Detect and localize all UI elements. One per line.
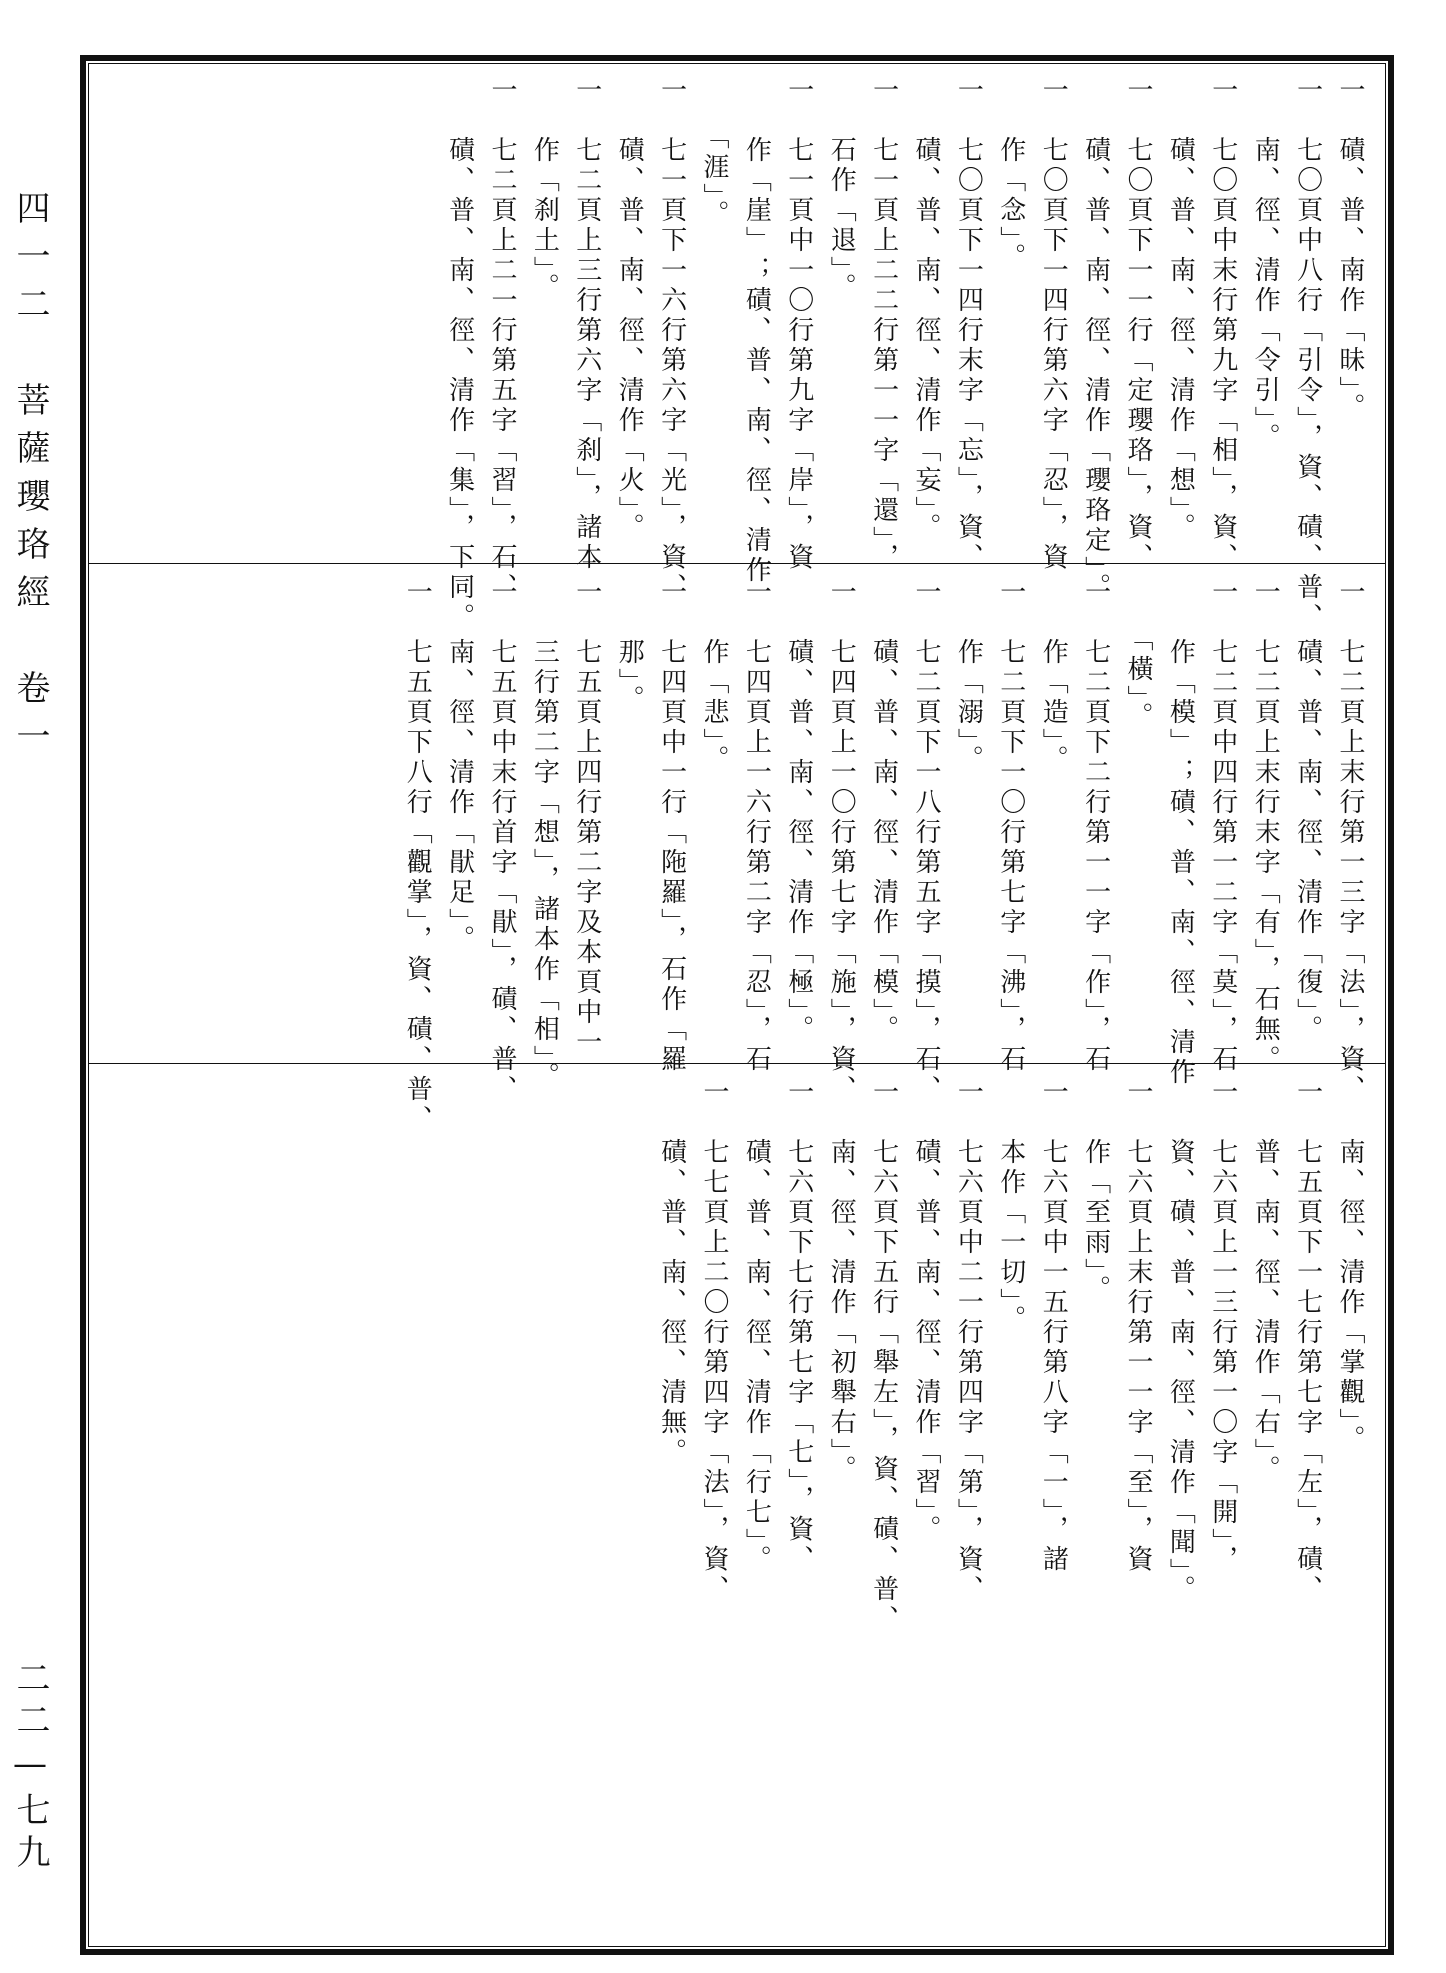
text-column: 一 七五頁下八行「觀掌」，資、磧、普、 xyxy=(402,578,433,1135)
text-column: 「涯」。 xyxy=(699,76,729,230)
text-column: 作「至雨」。 xyxy=(1080,1078,1111,1305)
text-column: 作「溺」。 xyxy=(953,578,984,775)
text-column: 一 七一頁中一〇行第九字「岸」，資 xyxy=(783,76,814,573)
text-column: 作「模」；磧、普、南、徑、清作 xyxy=(1165,578,1196,1088)
text-column: 磧、普、南、徑、清作「行七」。 xyxy=(741,1078,772,1575)
text-column: 本作「一切」。 xyxy=(995,1078,1026,1335)
text-column: 一 七五頁上四行第二字及本頁中一 xyxy=(571,578,602,1058)
text-column: 作「刹土」。 xyxy=(529,76,560,303)
text-column: 磧、普、南、徑、清無。 xyxy=(656,1078,687,1468)
text-column: 一 七二頁下一〇行第七字「沸」，石 xyxy=(995,578,1026,1075)
text-column: 石作「退」。 xyxy=(826,76,857,303)
text-column: 磧、普、南、徑、清作「瓔珞定」。 xyxy=(1080,76,1111,603)
margin-page-number: 二二—七九 xyxy=(10,1660,50,1876)
text-column: 一 七六頁下七行第七字「七」，資、 xyxy=(783,1078,814,1575)
text-column: 一 七〇頁下一一行「定瓔珞」，資、 xyxy=(1123,76,1153,573)
text-column: 磧、普、南、徑、清作「模」。 xyxy=(868,578,899,1045)
text-column: 普、南、徑、清作「右」。 xyxy=(1250,1078,1281,1485)
text-column: 作「崖」；磧、普、南、徑、清作 xyxy=(741,76,772,586)
section-divider-1 xyxy=(88,563,1386,564)
text-column: 一 七二頁上末行第一三字「法」，資、 xyxy=(1335,578,1365,1105)
text-column: 一 七一頁下一六行第六字「光」，資、 xyxy=(656,76,687,603)
text-column: 一 七二頁上三行第六字「刹」，諸本 xyxy=(571,76,602,573)
text-column: 一 七〇頁下一四行末字「忘」，資、 xyxy=(953,76,984,573)
text-column: 一 七〇頁下一四行第六字「忍」，資 xyxy=(1038,76,1069,573)
text-column: 一 七二頁上二一行第五字「習」，石、 xyxy=(487,76,517,603)
text-column: 一 七〇頁中末行第九字「相」，資、 xyxy=(1207,76,1238,573)
text-column: 一 七五頁中末行首字「猒」，磧、普、 xyxy=(487,578,517,1105)
text-column: 磧、普、南、徑、清作「想」。 xyxy=(1165,76,1196,543)
text-column: 磧、普、南、徑、清作「極」。 xyxy=(783,578,814,1045)
text-column: 一 七六頁上一三行第一〇字「開」， xyxy=(1207,1078,1238,1575)
text-column: 那」。 xyxy=(614,578,645,715)
text-column: 三行第二字「想」，諸本作「相」。 xyxy=(529,578,560,1092)
text-column: 「橫」。 xyxy=(1123,578,1153,732)
text-column: 一 磧、普、南作「昧」。 xyxy=(1335,76,1365,423)
text-column: 一 七七頁上二〇行第四字「法」，資、 xyxy=(699,1078,729,1605)
text-column: 作「悲」。 xyxy=(699,578,729,775)
text-column: 南、徑、清作「初舉右」。 xyxy=(826,1078,857,1485)
text-column: 資、磧、普、南、徑、清作「聞」。 xyxy=(1165,1078,1196,1605)
text-column: 磧、普、南、徑、清作「復」。 xyxy=(1292,578,1323,1045)
text-column: 作「造」。 xyxy=(1038,578,1069,775)
text-column: 南、徑、清作「令引」。 xyxy=(1250,76,1281,453)
text-column: 一 七二頁上末行末字「有」，石無。 xyxy=(1250,578,1281,1075)
text-column: 一 七四頁中一行「陁羅」，石作「羅 xyxy=(656,578,687,1075)
text-column: 一 七四頁上一〇行第七字「施」，資、 xyxy=(826,578,857,1105)
text-column: 一 七一頁上二二行第一一字「還」， xyxy=(868,76,899,573)
text-column: 一 七二頁中四行第一二字「莫」，石 xyxy=(1207,578,1238,1075)
text-column: 一 七六頁中二一行第四字「第」，資、 xyxy=(953,1078,984,1605)
text-column: 一 七〇頁中八行「引令」，資、磧、普、 xyxy=(1292,76,1323,633)
text-column: 一 七二頁下一八行第五字「摸」，石、 xyxy=(911,578,941,1105)
text-column: 磧、普、南、徑、清作「火」。 xyxy=(614,76,645,543)
text-column: 作「念」。 xyxy=(995,76,1026,273)
text-column: 磧、普、南、徑、清作「習」。 xyxy=(911,1078,941,1545)
text-column: 一 七五頁下一七行第七字「左」，磧、 xyxy=(1292,1078,1323,1605)
text-column: 一 七四頁上一六行第二字「忍」，石 xyxy=(741,578,772,1075)
margin-title: 四一二 菩薩瓔珞經 卷一 xyxy=(10,190,50,766)
text-column: 南、徑、清作「猒足」。 xyxy=(444,578,475,955)
text-column: 一 七六頁下五行「舉左」，資、磧、普、 xyxy=(868,1078,899,1635)
text-column: 南、徑、清作「掌觀」。 xyxy=(1335,1078,1365,1455)
text-column: 一 七二頁下二行第一一字「作」，石 xyxy=(1080,578,1111,1075)
text-column: 一 七六頁上末行第一一字「至」，資 xyxy=(1123,1078,1153,1575)
text-column: 磧、普、南、徑、清作「妄」。 xyxy=(911,76,941,543)
text-column: 一 七六頁中一五行第八字「一」，諸 xyxy=(1038,1078,1069,1575)
text-column: 磧、普、南、徑、清作「集」，下同。 xyxy=(444,76,475,633)
